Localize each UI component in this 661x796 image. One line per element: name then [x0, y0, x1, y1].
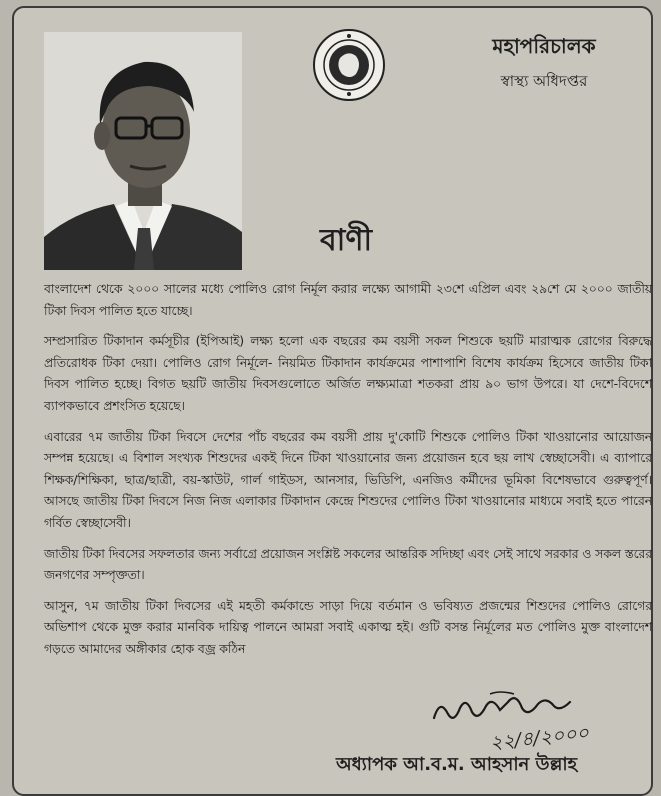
paragraph: বাংলাদেশ থেকে ২০০০ সালের মধ্যে পোলিও রোগ নির্মূল করার লক্ষ্যে আগামী ২৩শে এপ্রিল এবং ২৯শে মে ২০০০ জাতীয় টিকা দিবস পালিত হতে যাচ্ছে।: [44, 281, 652, 318]
paragraph: আসুন, ৭ম জাতীয় টিকা দিবসের এই মহতী কর্মকান্ডে সাড়া দিয়ে বর্তমান ও ভবিষ্যত প্রজন্মের শিশুদের পোলিও রোগের অভিশাপ থেকে মুক্ত করার মানবিক দায়িত্ব পালনে আমরা সবাই একাত্ম হই। গুটি বসন্ত নির্মূলের মত পোলিও মুক্ত বাংলাদেশ গড়তে আমাদের অঙ্গীকার হোক বজ্র কঠিন: [44, 597, 652, 656]
message-body: [44, 278, 652, 669]
portrait-photo: [44, 32, 242, 270]
government-seal: [312, 28, 386, 102]
author-name: অধ্যাপক আ.ব.ম. আহসান উল্লাহ: [336, 754, 578, 775]
paragraph: এবারের ৭ম জাতীয় টিকা দিবসে দেশের পাঁচ বছরের কম বয়সী প্রায় দু'কোটি শিশুকে পোলিও টিকা খাওয়ানোর আয়োজন সম্পন্ন হয়েছে। এ বিশাল সংখ্যক শিশুদের একই দিনে টিকা খাওয়ানোর জন্য প্রয়োজন হবে ছয় লাখ স্বেচ্ছাসেবী। এ ব্যাপারে শিক্ষক/শিক্ষিকা, ছাত্র/ছাত্রী, বয়-স্কাউট, গার্ল গাইডস, আনসার, ভিডিপি, এনজিও কর্মীদের ভূমিকা বিশেষভাবে গুরুত্বপূর্ণ। আসছে জাতীয় টিকা দিবসে নিজ নিজ এলাকার টিকাদান কেন্দ্রে শিশুদের পোলিও টিকা খাওয়ানোর মাধ্যমে সবাই হতে পারেন গর্বিত স্বেচ্ছাসেবী।: [44, 428, 652, 530]
message-heading: বাণী: [319, 223, 373, 258]
message-card: [12, 6, 653, 796]
signature-date: ২২/৪/২০০০: [488, 721, 590, 755]
designation-title: মহাপরিচালক: [492, 34, 596, 58]
paragraph: সম্প্রসারিত টিকাদান কর্মসূচীর (ইপিআই) লক্ষ্য হলো এক বছরের কম বয়সী সকল শিশুকে ছয়টি মারাত্মক রোগের বিরুদ্ধে প্রতিরোধক টিকা দেয়া। পোলিও রোগ নির্মূলে- নিয়মিত টিকাদান কার্যক্রমের পাশাপাশি বিশেষ কার্যক্রম হিসেবে জাতীয় টিকা দিবস পালিত হচ্ছে। বিগত ছয়টি জাতীয় দিবসগুলোতে অর্জিত লক্ষ্যমাত্রা শতকরা প্রায় ৯০ ভাগ উপরে। যা দেশে-বিদেশে ব্যাপকভাবে প্রশংসিত হয়েছে।: [44, 333, 652, 413]
paragraph: জাতীয় টিকা দিবসের সফলতার জন্য সর্বাগ্রে প্রয়োজন সংশ্লিষ্ট সকলের আন্তরিক সদিচ্ছা এবং সেই সাথে সরকার ও সকল স্তরের জনগণের সম্পৃক্ততা।: [44, 545, 652, 583]
office-name: স্বাস্থ্য অধিদপ্তর: [500, 72, 588, 90]
